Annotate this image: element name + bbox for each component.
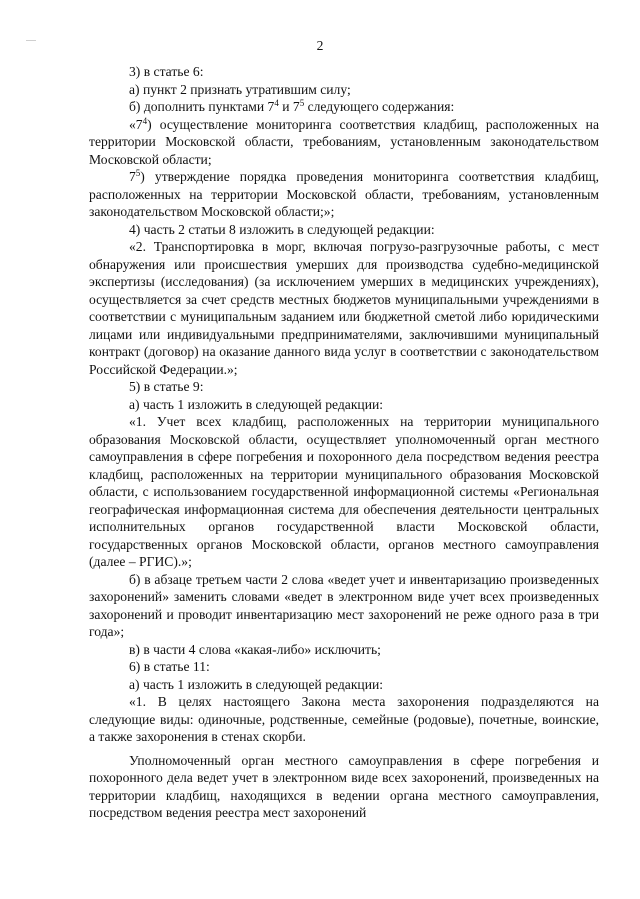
paragraph-text: б) дополнить пунктами 7	[129, 99, 275, 114]
superscript: 5	[299, 98, 305, 108]
paragraph-text: 5) в статье 9:	[129, 379, 204, 394]
superscript: 5	[135, 168, 141, 178]
paragraph	[89, 116, 599, 169]
superscript: 4	[274, 98, 279, 108]
paragraph-text: и 7	[278, 99, 300, 114]
paragraph-text: ) утверждение порядка проведения мониторинга соответствия кладбищ, расположенных на территории Московской области, требованиям, установленным законодательством Московской области;»;	[89, 169, 599, 219]
paragraph-text: ) осуществление мониторинга соответствия кладбищ, расположенных на территории Московской области, требованиям, установленным законодательством Московской области;	[89, 116, 599, 167]
document-body	[89, 63, 599, 822]
paragraph	[89, 752, 599, 822]
paragraph	[89, 658, 599, 676]
paragraph	[89, 98, 599, 116]
paragraph-text: б) в абзаце третьем части 2 слова «ведет учет и инвентаризацию произведенных захоронений» заменить словами «ведет в электронном виде учет всех произведенных захоронений и проводит инвентаризацию мест захоронений не реже одного раза в три года»;	[89, 571, 599, 639]
paragraph	[89, 63, 599, 81]
paragraph	[89, 693, 599, 746]
paragraph	[89, 81, 599, 99]
paragraph-text: а) часть 1 изложить в следующей редакции:	[129, 676, 384, 692]
paragraph-text: 4) часть 2 статьи 8 изложить в следующей редакции:	[129, 221, 435, 237]
paragraph	[89, 396, 599, 414]
superscript: 4	[142, 115, 148, 126]
paragraph	[89, 571, 599, 641]
paragraph	[89, 221, 599, 239]
paragraph-text: «1. Учет всех кладбищ, расположенных на территории муниципального образования Московской области, осуществляет уполномоченный орган местного самоуправления в сфере погребения и похоронного дела посредством ведения реестра кладбищ, расположенных на территории муниципального образования Московской области, с использованием государственной информационной системы «Региональная географическая информационная система для обеспечения деятельности центральных исполнительных органов государственной власти Московской области, государственных органов Московской области, органов местного самоуправления (далее – РГИС).»;	[89, 414, 599, 569]
paragraph-text: «2. Транспортировка в морг, включая погрузо-разгрузочные работы, с мест обнаружения или происшествия умерших для производства судебно-медицинской экспертизы (исследования) (за исключением умерших в медицинских учреждениях), осуществляется за счет средств местных бюджетов муниципальными учреждениями в соответствии с муниципальным заданием или бюджетной сметой либо юридическими лицами или индивидуальными предпринимателями, заключившими муниципальный контракт (договор) на оказание данного вида услуг в соответствии с законодательством Российской Федерации.»;	[89, 239, 599, 377]
paragraph	[89, 238, 599, 378]
paragraph-text: Уполномоченный орган местного самоуправления в сфере погребения и похоронного дела ведет учет в электронном виде всех захоронений, произведенных на территории кладбищ, находящихся в ведении органа местного самоуправления, посредством ведения реестра мест захоронений	[89, 752, 599, 820]
paragraph-text: 6) в статье 11:	[129, 659, 210, 674]
paragraph-text: а) пункт 2 признать утратившим силу;	[129, 81, 351, 97]
paragraph-text: «7	[129, 116, 143, 132]
paragraph	[89, 168, 599, 221]
paragraph-text: а) часть 1 изложить в следующей редакции:	[129, 396, 384, 412]
paragraph	[89, 676, 599, 694]
paragraph-text: 3) в статье 6:	[129, 64, 204, 79]
paragraph	[89, 641, 599, 659]
paragraph	[89, 378, 599, 396]
paragraph	[89, 413, 599, 571]
paragraph-text: «1. В целях настоящего Закона места захоронения подразделяются на следующие виды: одиночные, родственные, семейные (родовые), почетные, воинские, а также захоронения в стенах скорби.	[89, 694, 599, 744]
paragraph-text: в) в части 4 слова «какая-либо» исключить;	[129, 641, 381, 657]
paragraph-text: следующего содержания:	[304, 99, 455, 114]
paragraph-text: 7	[129, 169, 136, 184]
page-number: 2	[316, 38, 324, 53]
